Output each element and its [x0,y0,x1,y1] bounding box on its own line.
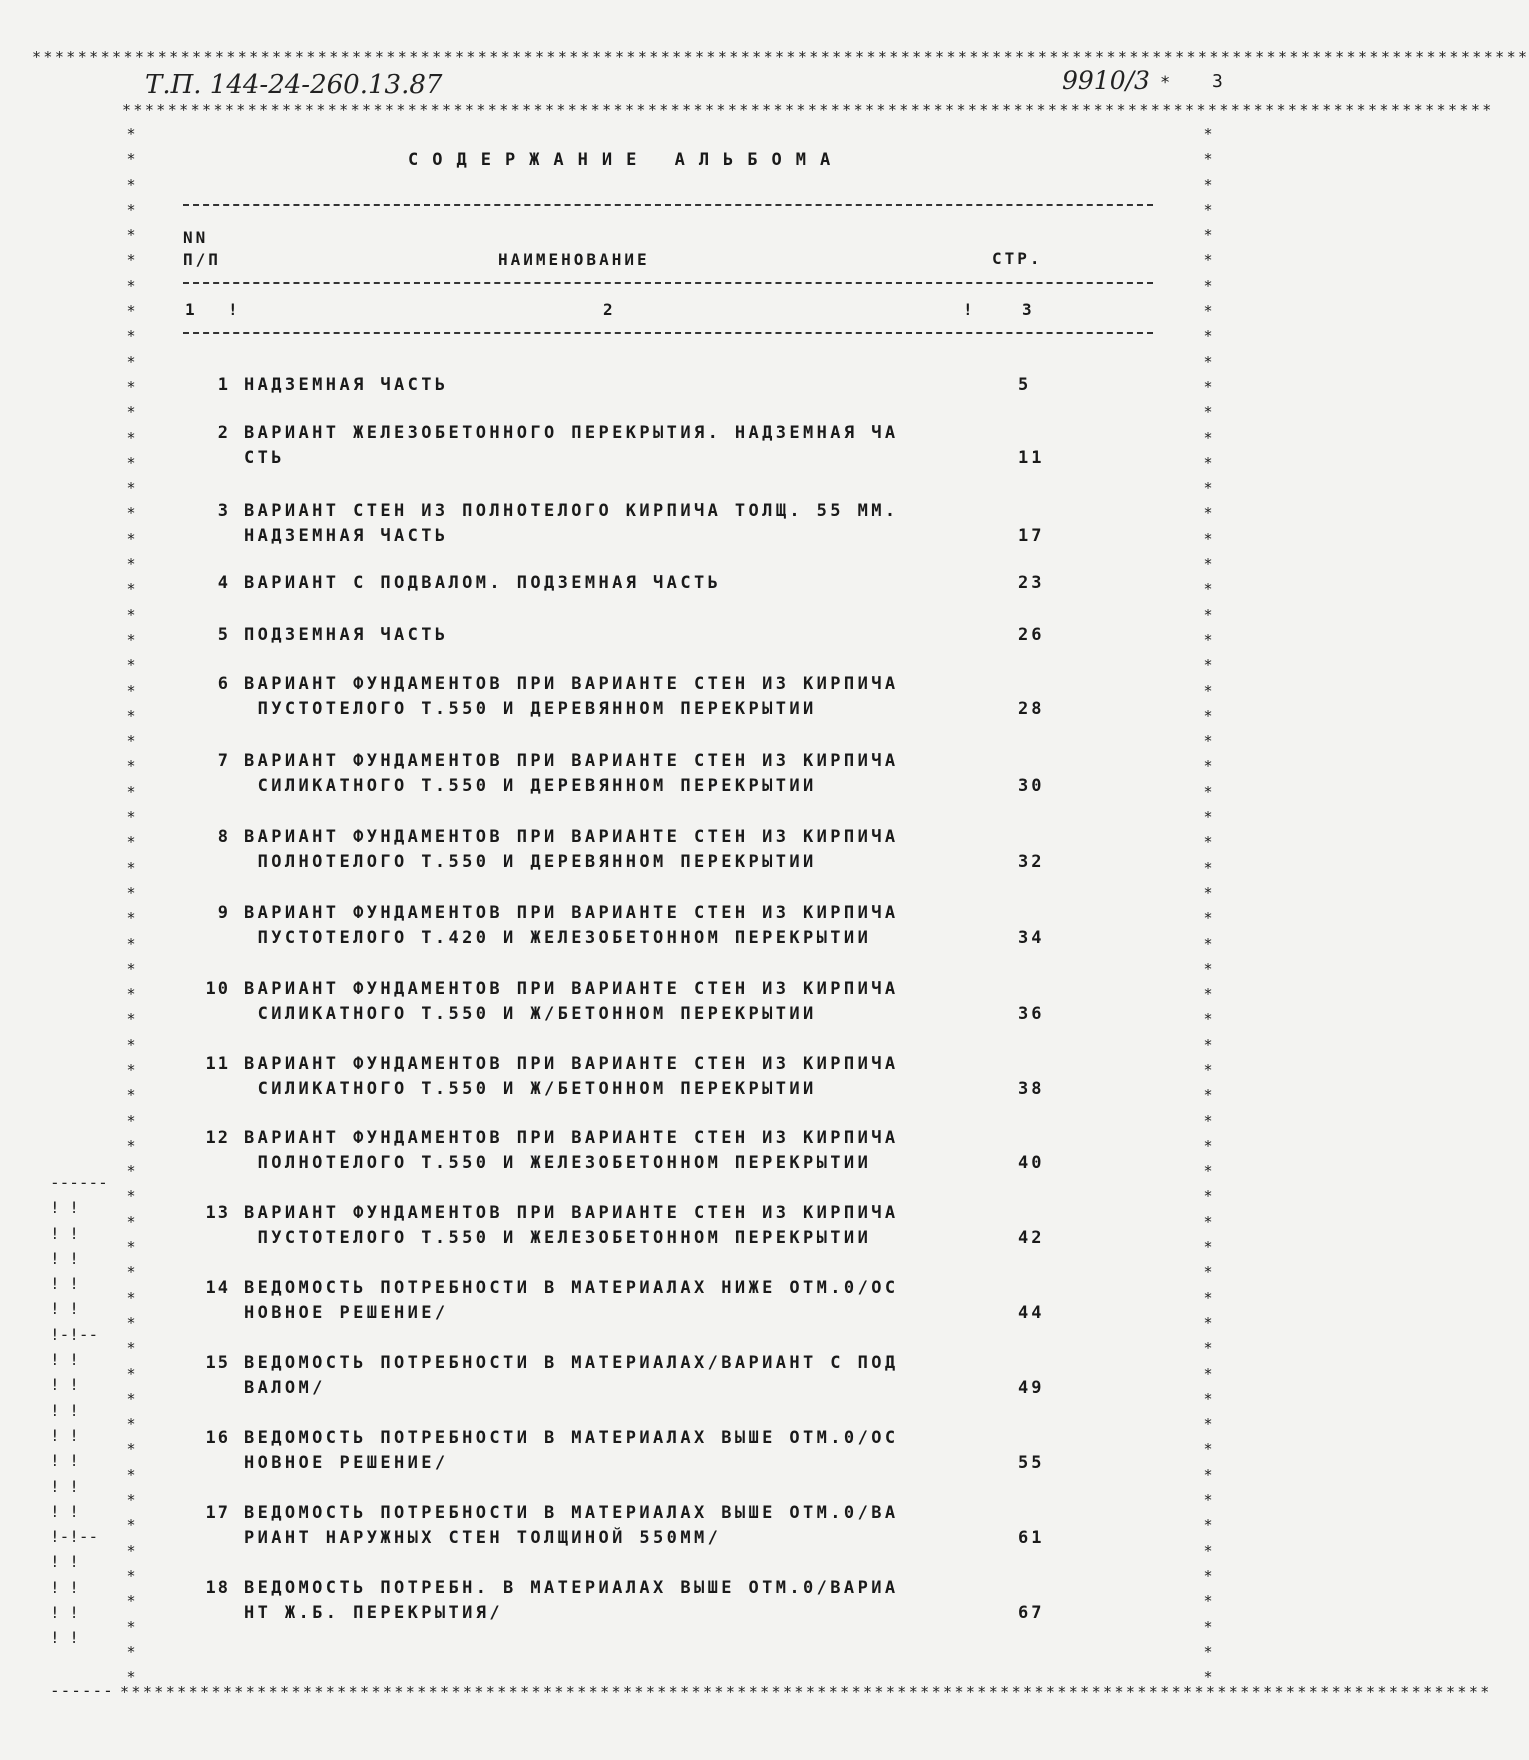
page-star: * [1160,73,1171,93]
item-number: 15 [205,1353,230,1373]
item-title-line: НАДЗЕМНАЯ ЧАСТЬ [244,375,449,395]
item-title-line: НТ Ж.Б. ПЕРЕКРЫТИЯ/ [244,1603,504,1623]
item-page-number: 40 [1018,1153,1045,1173]
left-star-border: * * * * * * * * * * * * * * * * * * * * * * * * * * * * * * * * * * * * * * * * * * * * * * * * * * * * * * * * * * * * * * [126,125,136,1687]
item-page-number: 30 [1018,776,1045,796]
item-title-line: ВАРИАНТ СТЕН ИЗ ПОЛНОТЕЛОГО КИРПИЧА ТОЛЩ. 55 ММ. [244,501,899,521]
item-number: 9 [217,903,230,923]
item-page-number: 26 [1018,625,1045,645]
table-rule-middle [183,282,1153,284]
column-index-3: 3 [1022,300,1035,319]
item-number: 8 [217,827,230,847]
item-number: 10 [205,979,230,999]
item-title-line: НАДЗЕМНАЯ ЧАСТЬ [244,526,449,546]
table-rule-bottom [183,332,1153,334]
item-title-line: ВЕДОМОСТЬ ПОТРЕБН. В МАТЕРИАЛАХ ВЫШЕ ОТМ.0/ВАРИА [244,1578,899,1598]
item-number: 17 [205,1503,230,1523]
column-name-label: НАИМЕНОВАНИЕ [498,250,650,269]
item-title-line: РИАНТ НАРУЖНЫХ СТЕН ТОЛЩИНОЙ 550ММ/ [244,1528,722,1548]
item-number: 6 [217,674,230,694]
item-title-line: ПУСТОТЕЛОГО Т.550 И ДЕРЕВЯННОМ ПЕРЕКРЫТИИ [244,699,817,719]
item-title-line: ПУСТОТЕЛОГО Т.420 И ЖЕЛЕЗОБЕТОННОМ ПЕРЕКРЫТИИ [244,928,872,948]
item-number: 12 [205,1128,230,1148]
column-index-2: 2 [603,300,616,319]
item-page-number: 23 [1018,573,1045,593]
item-page-number: 5 [1018,375,1032,395]
item-title-line: ВЕДОМОСТЬ ПОТРЕБНОСТИ В МАТЕРИАЛАХ ВЫШЕ ОТМ.0/ВА [244,1503,899,1523]
item-page-number: 67 [1018,1603,1045,1623]
column-separator: ! [228,300,241,319]
bottom-dash-border: ------ [50,1681,114,1700]
item-title-line: ВАРИАНТ ФУНДАМЕНТОВ ПРИ ВАРИАНТЕ СТЕН ИЗ КИРПИЧА [244,979,899,999]
item-title-line: ПУСТОТЕЛОГО Т.550 И ЖЕЛЕЗОБЕТОННОМ ПЕРЕКРЫТИИ [244,1228,872,1248]
item-title-line: ВЕДОМОСТЬ ПОТРЕБНОСТИ В МАТЕРИАЛАХ ВЫШЕ ОТМ.0/ОС [244,1428,899,1448]
item-page-number: 17 [1018,526,1045,546]
item-title-line: ВАРИАНТ С ПОДВАЛОМ. ПОДЗЕМНАЯ ЧАСТЬ [244,573,722,593]
top-star-border: *********************************************************************************************************************************** [32,48,1529,66]
item-title-line: ПОЛНОТЕЛОГО Т.550 И ДЕРЕВЯННОМ ПЕРЕКРЫТИИ [244,852,817,872]
item-number: 3 [217,501,230,521]
item-title-line: СИЛИКАТНОГО Т.550 И ДЕРЕВЯННОМ ПЕРЕКРЫТИИ [244,776,817,796]
column-num-label-1: NN [183,228,209,247]
item-title-line: ВЕДОМОСТЬ ПОТРЕБНОСТИ В МАТЕРИАЛАХ НИЖЕ ОТМ.0/ОС [244,1278,899,1298]
album-reference: 9910/3 [1062,66,1150,95]
item-number: 16 [205,1428,230,1448]
item-title-line: СТЬ [244,448,285,468]
item-title-line: ПОДЗЕМНАЯ ЧАСТЬ [244,625,449,645]
item-page-number: 32 [1018,852,1045,872]
item-title-line: ВЕДОМОСТЬ ПОТРЕБНОСТИ В МАТЕРИАЛАХ/ВАРИАНТ С ПОД [244,1353,899,1373]
table-rule-top [183,204,1153,206]
item-title-line: ВАРИАНТ ФУНДАМЕНТОВ ПРИ ВАРИАНТЕ СТЕН ИЗ КИРПИЧА [244,1128,899,1148]
header-star-border: ************************************************************************************************************************ [122,101,1494,119]
item-number: 4 [217,573,230,593]
item-title-line: ВАРИАНТ ФУНДАМЕНТОВ ПРИ ВАРИАНТЕ СТЕН ИЗ КИРПИЧА [244,1054,899,1074]
item-title-line: ПОЛНОТЕЛОГО Т.550 И ЖЕЛЕЗОБЕТОННОМ ПЕРЕКРЫТИИ [244,1153,872,1173]
item-page-number: 28 [1018,699,1045,719]
binding-margin-marks: ------ ! ! ! ! ! ! ! ! ! ! !-!-- ! ! ! ! ! ! ! ! ! ! ! ! ! ! !-!-- ! ! ! ! ! ! ! ! [50,1173,108,1648]
page-number: 3 [1212,71,1223,92]
item-page-number: 44 [1018,1303,1045,1323]
column-index-1: 1 [185,300,198,319]
item-title-line: ВАРИАНТ ФУНДАМЕНТОВ ПРИ ВАРИАНТЕ СТЕН ИЗ КИРПИЧА [244,827,899,847]
item-title-line: ВАРИАНТ ФУНДАМЕНТОВ ПРИ ВАРИАНТЕ СТЕН ИЗ КИРПИЧА [244,751,899,771]
item-title-line: НОВНОЕ РЕШЕНИЕ/ [244,1453,449,1473]
item-title-line: ВАРИАНТ ФУНДАМЕНТОВ ПРИ ВАРИАНТЕ СТЕН ИЗ КИРПИЧА [244,903,899,923]
item-title-line: СИЛИКАТНОГО Т.550 И Ж/БЕТОННОМ ПЕРЕКРЫТИИ [244,1079,817,1099]
item-title-line: ВАЛОМ/ [244,1378,326,1398]
right-star-border: * * * * * * * * * * * * * * * * * * * * * * * * * * * * * * * * * * * * * * * * * * * * * * * * * * * * * * * * * * * * * * [1203,125,1213,1687]
item-title-line: ВАРИАНТ ЖЕЛЕЗОБЕТОННОГО ПЕРЕКРЫТИЯ. НАДЗЕМНАЯ ЧА [244,423,899,443]
item-page-number: 34 [1018,928,1045,948]
item-page-number: 55 [1018,1453,1045,1473]
column-num-label-2: П/П [183,250,221,269]
item-page-number: 36 [1018,1004,1045,1024]
item-number: 1 [217,375,230,395]
item-page-number: 38 [1018,1079,1045,1099]
item-title-line: ВАРИАНТ ФУНДАМЕНТОВ ПРИ ВАРИАНТЕ СТЕН ИЗ КИРПИЧА [244,1203,899,1223]
item-title-line: СИЛИКАТНОГО Т.550 И Ж/БЕТОННОМ ПЕРЕКРЫТИИ [244,1004,817,1024]
item-page-number: 49 [1018,1378,1045,1398]
item-page-number: 42 [1018,1228,1045,1248]
item-number: 14 [205,1278,230,1298]
item-number: 5 [217,625,230,645]
document-code: Т.П. 144-24-260.13.87 [145,70,443,100]
column-page-label: СТР. [992,249,1043,268]
item-title-line: НОВНОЕ РЕШЕНИЕ/ [244,1303,449,1323]
bottom-star-border: ************************************************************************************************************************ [120,1683,1492,1701]
page-title: СОДЕРЖАНИЕ АЛЬБОМА [408,150,845,170]
item-number: 13 [205,1203,230,1223]
item-number: 2 [217,423,230,443]
item-number: 7 [217,751,230,771]
item-number: 18 [205,1578,230,1598]
item-page-number: 61 [1018,1528,1045,1548]
item-page-number: 11 [1018,448,1045,468]
item-number: 11 [205,1054,230,1074]
item-title-line: ВАРИАНТ ФУНДАМЕНТОВ ПРИ ВАРИАНТЕ СТЕН ИЗ КИРПИЧА [244,674,899,694]
column-separator: ! [963,300,976,319]
